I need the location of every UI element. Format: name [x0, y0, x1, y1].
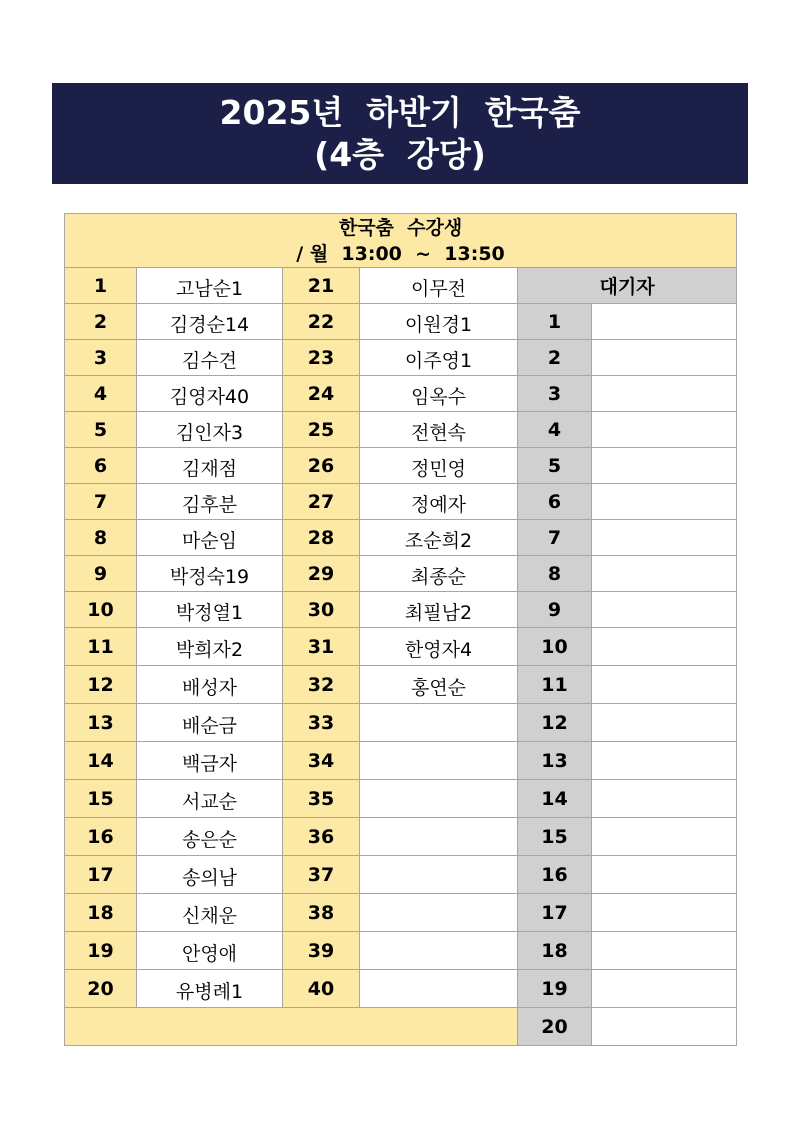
student-name: 최종순	[360, 556, 518, 592]
page-title-line1: 2025년 하반기 한국춤	[219, 92, 581, 132]
table-row	[65, 448, 737, 484]
student-name: 최필남2	[360, 592, 518, 628]
waitlist-name	[592, 520, 737, 556]
table-row	[65, 818, 737, 856]
page-title-line2: (4층 강당)	[314, 134, 486, 174]
student-name: 한영자4	[360, 628, 518, 666]
table-row	[65, 704, 737, 742]
student-name: 박정숙19	[137, 556, 283, 592]
student-name: 이주영1	[360, 340, 518, 376]
student-name: 김영자40	[137, 376, 283, 412]
student-number: 13	[65, 704, 137, 742]
table-row	[65, 376, 737, 412]
student-number: 22	[283, 304, 360, 340]
table-row	[65, 932, 737, 970]
waitlist-number: 18	[518, 932, 592, 970]
roster-table	[64, 213, 737, 1046]
waitlist-number: 2	[518, 340, 592, 376]
waitlist-number: 15	[518, 818, 592, 856]
waitlist-header: 대기자	[518, 268, 737, 304]
student-name: 김후분	[137, 484, 283, 520]
student-name: 박희자2	[137, 628, 283, 666]
footer-blank-cell	[65, 1008, 518, 1046]
student-name: 정예자	[360, 484, 518, 520]
waitlist-name	[592, 484, 737, 520]
waitlist-name	[592, 628, 737, 666]
student-number: 12	[65, 666, 137, 704]
student-number: 8	[65, 520, 137, 556]
table-row	[65, 484, 737, 520]
waitlist-number: 6	[518, 484, 592, 520]
table-row	[65, 340, 737, 376]
student-number: 33	[283, 704, 360, 742]
waitlist-number: 19	[518, 970, 592, 1008]
student-number: 3	[65, 340, 137, 376]
student-name: 송은순	[137, 818, 283, 856]
student-name: 조순희2	[360, 520, 518, 556]
table-row	[65, 894, 737, 932]
table-row	[65, 556, 737, 592]
student-number: 25	[283, 412, 360, 448]
waitlist-number: 3	[518, 376, 592, 412]
waitlist-name	[592, 742, 737, 780]
waitlist-number: 11	[518, 666, 592, 704]
table-row	[65, 628, 737, 666]
student-number: 2	[65, 304, 137, 340]
waitlist-name	[592, 818, 737, 856]
student-number: 5	[65, 412, 137, 448]
waitlist-number: 1	[518, 304, 592, 340]
student-name	[360, 704, 518, 742]
waitlist-name	[592, 592, 737, 628]
student-number: 4	[65, 376, 137, 412]
student-name: 임옥수	[360, 376, 518, 412]
student-name	[360, 780, 518, 818]
student-number: 28	[283, 520, 360, 556]
waitlist-number: 13	[518, 742, 592, 780]
student-number: 32	[283, 666, 360, 704]
student-name	[360, 932, 518, 970]
student-number: 35	[283, 780, 360, 818]
class-schedule: / 월 13:00 ~ 13:50	[296, 242, 505, 265]
table-row	[65, 1008, 737, 1046]
waitlist-name	[592, 894, 737, 932]
student-number: 15	[65, 780, 137, 818]
student-name: 유병례1	[137, 970, 283, 1008]
waitlist-number: 16	[518, 856, 592, 894]
waitlist-name	[592, 304, 737, 340]
waitlist-number: 10	[518, 628, 592, 666]
waitlist-number: 12	[518, 704, 592, 742]
student-number: 17	[65, 856, 137, 894]
student-name: 이무전	[360, 268, 518, 304]
page-title-banner	[52, 83, 748, 184]
student-number: 38	[283, 894, 360, 932]
waitlist-number: 17	[518, 894, 592, 932]
student-name: 고남순1	[137, 268, 283, 304]
student-name: 서교순	[137, 780, 283, 818]
student-name	[360, 856, 518, 894]
student-number: 24	[283, 376, 360, 412]
waitlist-name	[592, 448, 737, 484]
waitlist-number: 4	[518, 412, 592, 448]
student-name: 안영애	[137, 932, 283, 970]
waitlist-number: 9	[518, 592, 592, 628]
student-number: 21	[283, 268, 360, 304]
waitlist-number: 14	[518, 780, 592, 818]
student-number: 16	[65, 818, 137, 856]
student-name	[360, 742, 518, 780]
waitlist-name	[592, 340, 737, 376]
student-number: 34	[283, 742, 360, 780]
class-title: 한국춤 수강생	[338, 216, 463, 239]
student-name: 김재점	[137, 448, 283, 484]
table-row	[65, 666, 737, 704]
waitlist-name	[592, 666, 737, 704]
waitlist-name	[592, 704, 737, 742]
student-number: 14	[65, 742, 137, 780]
waitlist-number: 5	[518, 448, 592, 484]
student-number: 39	[283, 932, 360, 970]
student-number: 7	[65, 484, 137, 520]
student-number: 9	[65, 556, 137, 592]
table-row	[65, 592, 737, 628]
student-number: 23	[283, 340, 360, 376]
waitlist-name	[592, 376, 737, 412]
table-row	[65, 412, 737, 448]
student-name: 홍연순	[360, 666, 518, 704]
student-name: 김경순14	[137, 304, 283, 340]
student-number: 29	[283, 556, 360, 592]
student-name: 배성자	[137, 666, 283, 704]
student-name: 정민영	[360, 448, 518, 484]
waitlist-name	[592, 780, 737, 818]
waitlist-number: 7	[518, 520, 592, 556]
student-name: 이원경1	[360, 304, 518, 340]
student-name	[360, 818, 518, 856]
student-number: 18	[65, 894, 137, 932]
student-number: 37	[283, 856, 360, 894]
student-name: 신채운	[137, 894, 283, 932]
table-row	[65, 742, 737, 780]
waitlist-name	[592, 856, 737, 894]
student-name	[360, 894, 518, 932]
student-number: 31	[283, 628, 360, 666]
waitlist-name	[592, 412, 737, 448]
waitlist-name	[592, 1008, 737, 1046]
student-number: 6	[65, 448, 137, 484]
student-number: 10	[65, 592, 137, 628]
table-row	[65, 268, 737, 304]
waitlist-name	[592, 556, 737, 592]
student-number: 26	[283, 448, 360, 484]
student-number: 27	[283, 484, 360, 520]
waitlist-name	[592, 970, 737, 1008]
waitlist-number: 8	[518, 556, 592, 592]
student-name: 박정열1	[137, 592, 283, 628]
class-header	[65, 214, 737, 268]
table-row	[65, 780, 737, 818]
student-number: 20	[65, 970, 137, 1008]
student-number: 40	[283, 970, 360, 1008]
student-name	[360, 970, 518, 1008]
student-number: 19	[65, 932, 137, 970]
student-name: 김수견	[137, 340, 283, 376]
student-name: 마순임	[137, 520, 283, 556]
table-row	[65, 970, 737, 1008]
student-name: 백금자	[137, 742, 283, 780]
student-number: 30	[283, 592, 360, 628]
student-name: 전현속	[360, 412, 518, 448]
table-row	[65, 304, 737, 340]
table-row	[65, 856, 737, 894]
waitlist-number: 20	[518, 1008, 592, 1046]
student-number: 1	[65, 268, 137, 304]
waitlist-name	[592, 932, 737, 970]
student-number: 11	[65, 628, 137, 666]
student-name: 배순금	[137, 704, 283, 742]
student-name: 송의남	[137, 856, 283, 894]
table-row	[65, 520, 737, 556]
student-number: 36	[283, 818, 360, 856]
student-name: 김인자3	[137, 412, 283, 448]
